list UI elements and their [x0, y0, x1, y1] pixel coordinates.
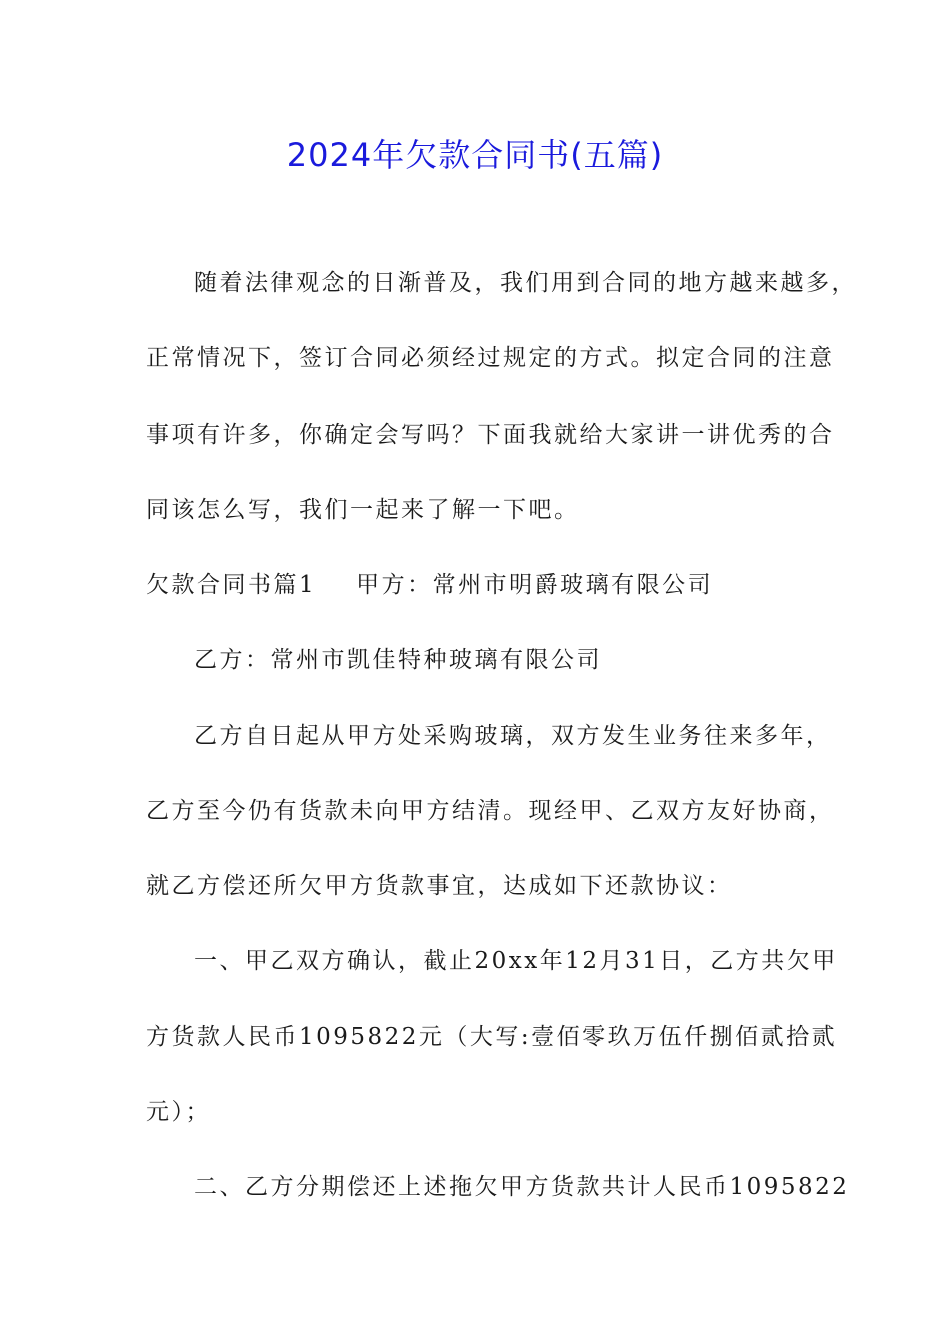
clause1-line-3: 元）； — [146, 1099, 211, 1125]
section-heading-line — [146, 570, 713, 600]
clause1-line-2: 方货款人民币1095822元（大写:壹佰零玖万伍仟捌佰贰拾贰 — [146, 1024, 838, 1050]
intro-line-4: 同该怎么写，我们一起来了解一下吧。 — [146, 497, 580, 523]
clause2-line-1: 二、乙方分期偿还上述拖欠甲方货款共计人民币1095822 — [194, 1174, 850, 1200]
para1-line-1: 乙方自日起从甲方处采购玻璃，双方发生业务往来多年， — [194, 723, 832, 749]
document-title: 2024年欠款合同书(五篇) — [286, 136, 664, 174]
party-a: 甲方：常州市明爵玻璃有限公司 — [356, 572, 714, 598]
intro-line-3: 事项有许多，你确定会写吗？下面我就给大家讲一讲优秀的合 — [146, 422, 835, 448]
party-b: 乙方：常州市凯佳特种玻璃有限公司 — [194, 647, 602, 673]
intro-line-2: 正常情况下，签订合同必须经过规定的方式。拟定合同的注意 — [146, 345, 835, 371]
para1-line-3: 就乙方偿还所欠甲方货款事宜，达成如下还款协议： — [146, 873, 733, 899]
intro-line-1: 随着法律观念的日渐普及，我们用到合同的地方越来越多， — [194, 270, 857, 296]
clause1-line-1: 一、甲乙双方确认，截止20xx年12月31日，乙方共欠甲 — [194, 948, 838, 974]
section-heading: 欠款合同书篇1 — [146, 572, 317, 598]
para1-line-2: 乙方至今仍有货款未向甲方结清。现经甲、乙双方友好协商， — [146, 798, 835, 824]
